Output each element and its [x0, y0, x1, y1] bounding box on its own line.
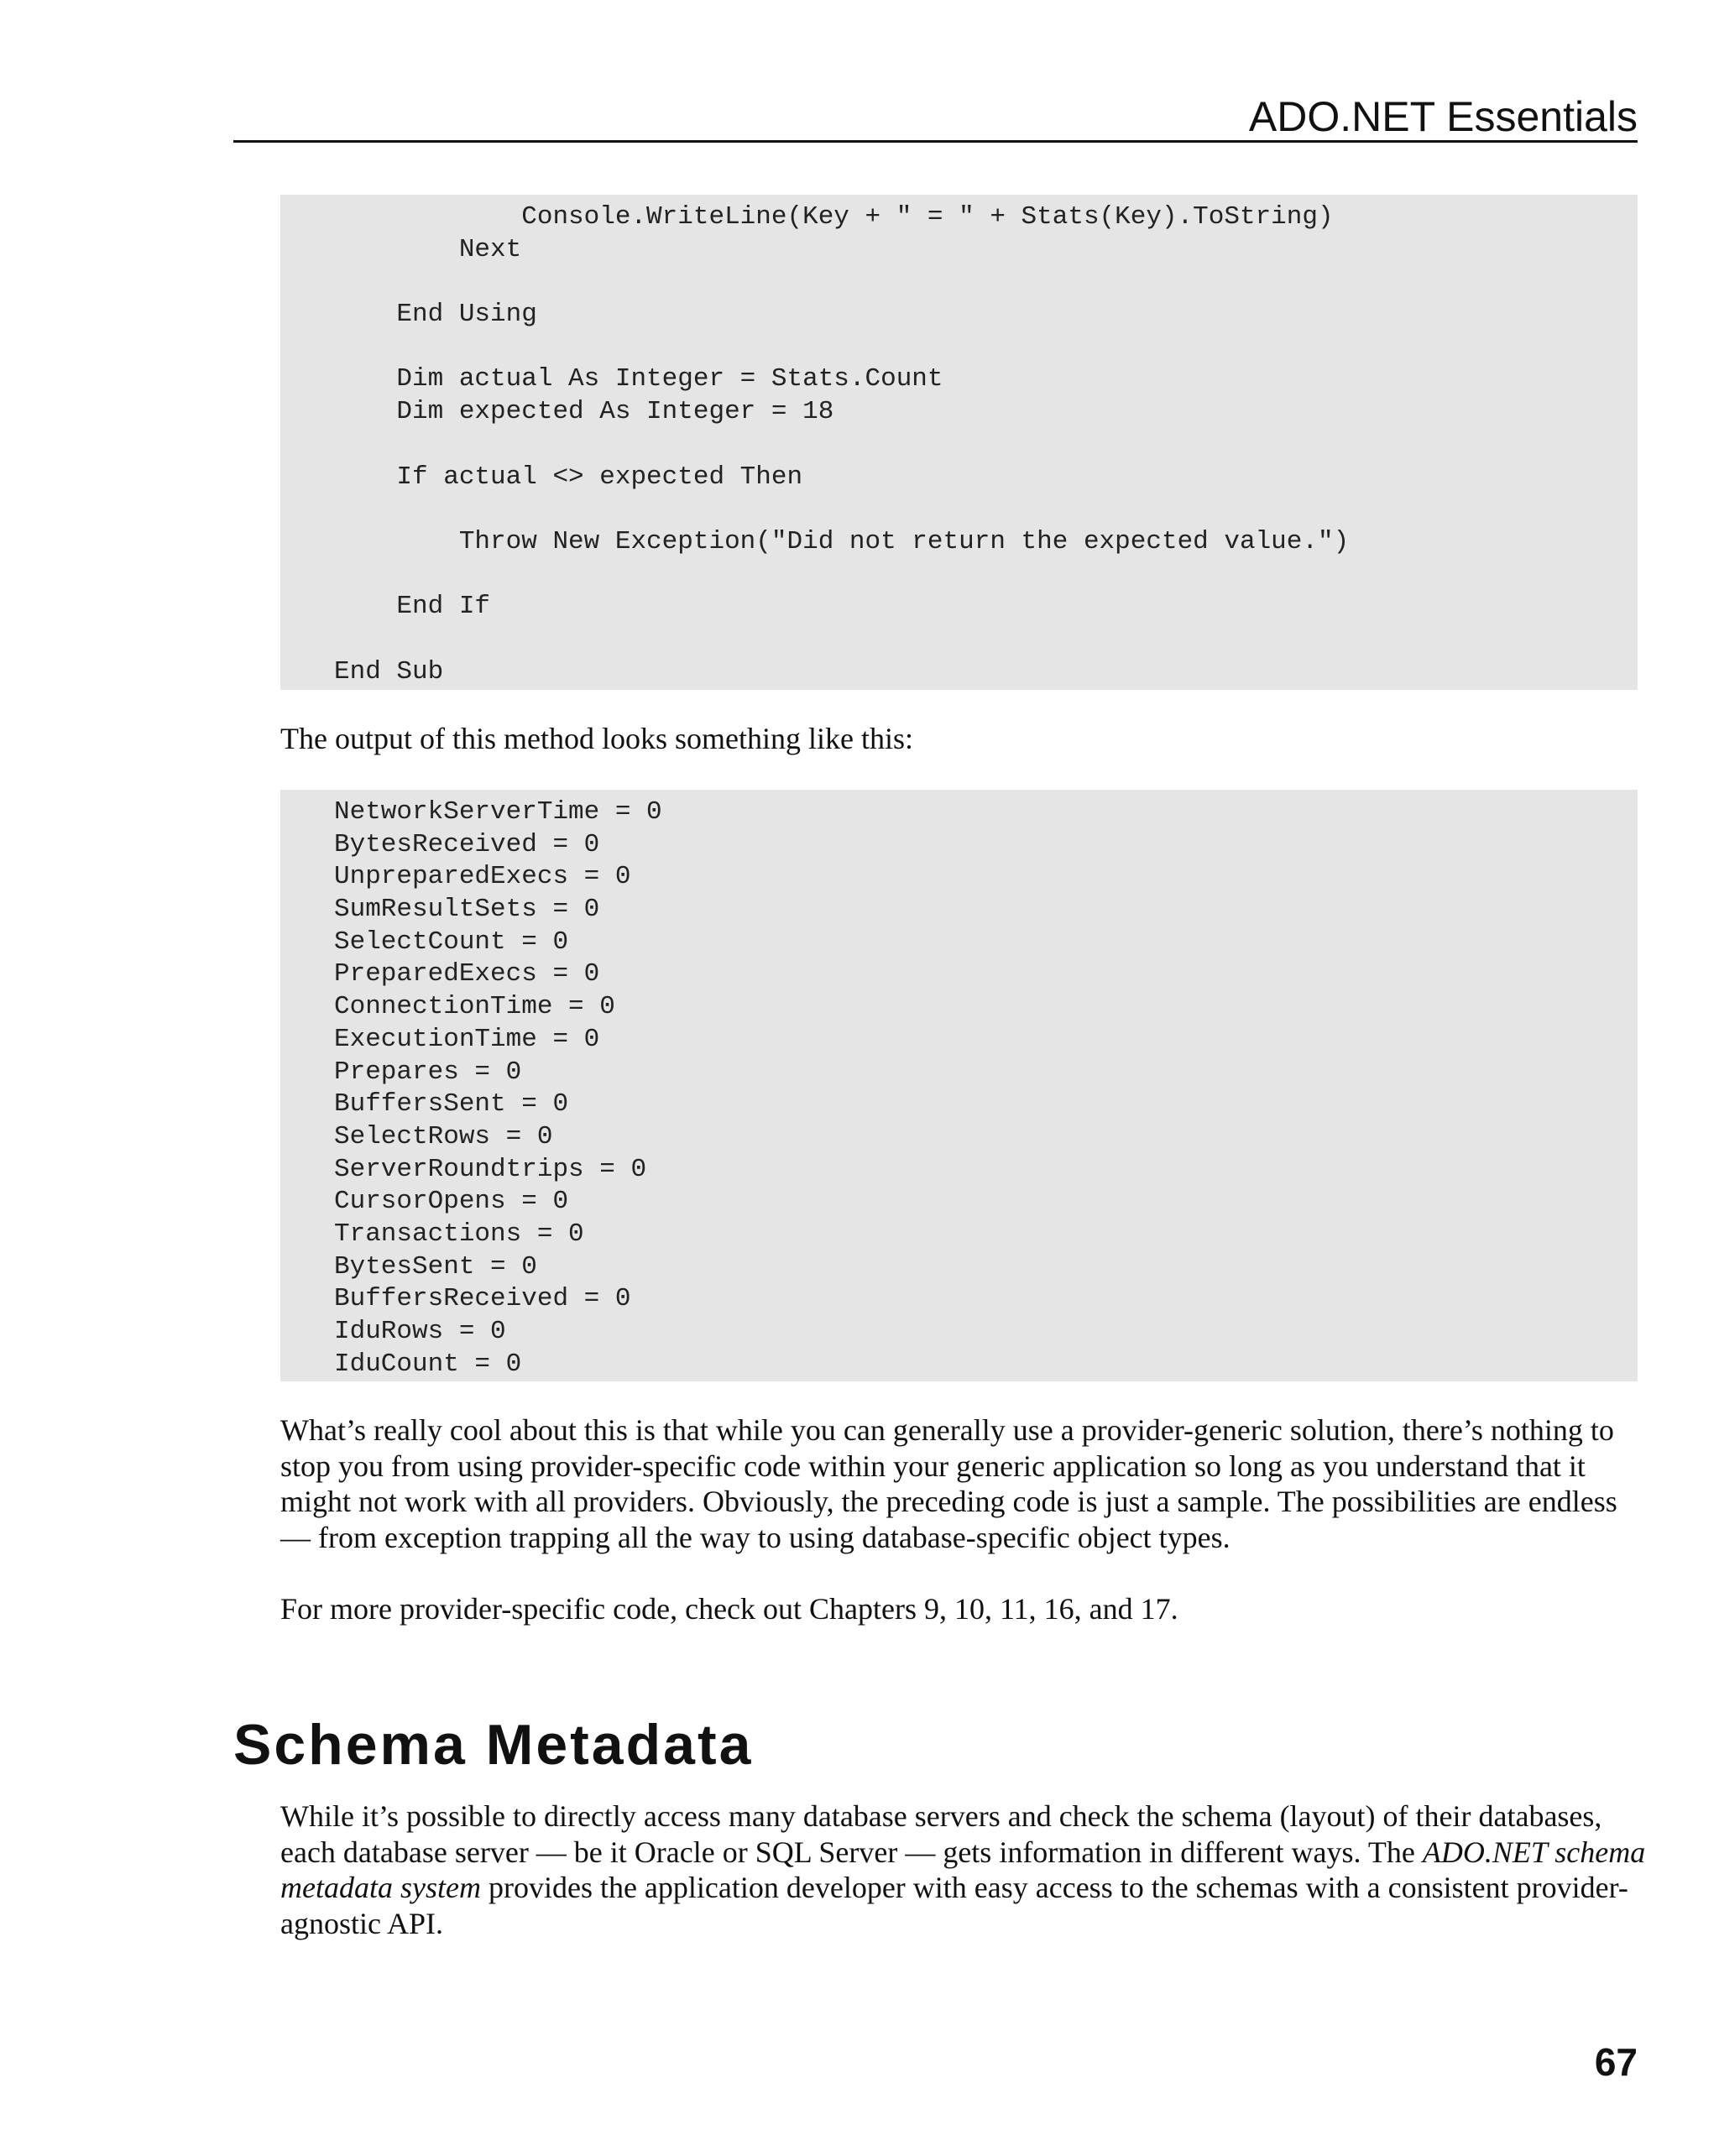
output-line: Transactions = 0 — [334, 1219, 584, 1249]
code-line: Throw New Exception("Did not return the expected value.") — [334, 526, 1350, 556]
code-line — [334, 493, 1638, 526]
code-line: Console.WriteLine(Key + " = " + Stats(Key).ToString) — [334, 202, 1334, 232]
code-line: If actual <> expected Then — [334, 462, 803, 492]
output-line: NetworkServerTime = 0 — [334, 797, 662, 827]
code-line: End Using — [334, 300, 537, 330]
output-line: PreparedExecs = 0 — [334, 959, 600, 989]
code-line — [334, 331, 1638, 364]
paragraph-emphasis: ADO.NET schema metadata system — [280, 1835, 1646, 1904]
running-header-title: ADO.NET Essentials — [1248, 93, 1638, 140]
output-line: ExecutionTime = 0 — [334, 1024, 600, 1054]
paragraph-chapters-reference: For more provider-specific code, check out Chapters 9, 10, 11, 16, and 17. — [280, 1592, 1178, 1626]
output-line: SelectRows = 0 — [334, 1121, 553, 1151]
output-line: SumResultSets = 0 — [334, 895, 600, 925]
paragraph-output-intro: The output of this method looks something like this: — [280, 722, 913, 755]
section-heading: Schema Metadata — [233, 1713, 754, 1777]
code-line: End If — [334, 592, 491, 622]
output-line: SelectCount = 0 — [334, 927, 569, 957]
code-line — [334, 429, 1638, 462]
output-line: ServerRoundtrips = 0 — [334, 1154, 647, 1184]
running-header — [233, 84, 1638, 143]
paragraph-provider-specific: What’s really cool about this is that while you can generally use a provider-generic solution, there’s nothing to stop you from using provider-specific code within your generic application so long as you understand that it might not work with all providers. Obviously, the preceding code is just a sample. The possibilities are endless — from exception trapping all the way to using database-specific object types. — [280, 1413, 1617, 1554]
output-line: Prepares = 0 — [334, 1057, 522, 1087]
code-line — [334, 266, 1638, 299]
code-line: End Sub — [334, 656, 444, 686]
code-block-output — [280, 790, 1638, 1381]
code-line: Dim actual As Integer = Stats.Count — [334, 364, 943, 394]
paragraph-schema-metadata — [280, 1798, 1648, 1941]
paragraph-text-before: While it’s possible to directly access many database servers and check the schema (layout) of their databases, each database server — be it Oracle or SQL Server — gets information in different ways. The — [280, 1799, 1602, 1869]
output-line: BuffersSent = 0 — [334, 1089, 569, 1120]
page-number: 67 — [1594, 2040, 1638, 2084]
paragraph-text-after: provides the application developer with easy access to the schemas with a consistent provider-agnostic API. — [280, 1871, 1628, 1940]
output-line: ConnectionTime = 0 — [334, 992, 615, 1022]
code-line — [334, 559, 1638, 592]
output-line: IduRows = 0 — [334, 1317, 506, 1346]
output-line: UnpreparedExecs = 0 — [334, 862, 631, 892]
code-block-vb-method — [280, 195, 1638, 690]
output-line: BuffersReceived = 0 — [334, 1284, 631, 1314]
output-line: BytesSent = 0 — [334, 1251, 537, 1282]
code-line — [334, 624, 1638, 656]
code-line: Dim expected As Integer = 18 — [334, 397, 834, 427]
code-line: Next — [334, 234, 522, 264]
output-line: IduCount = 0 — [334, 1349, 522, 1379]
output-line: CursorOpens = 0 — [334, 1187, 569, 1217]
output-line: BytesReceived = 0 — [334, 829, 600, 859]
